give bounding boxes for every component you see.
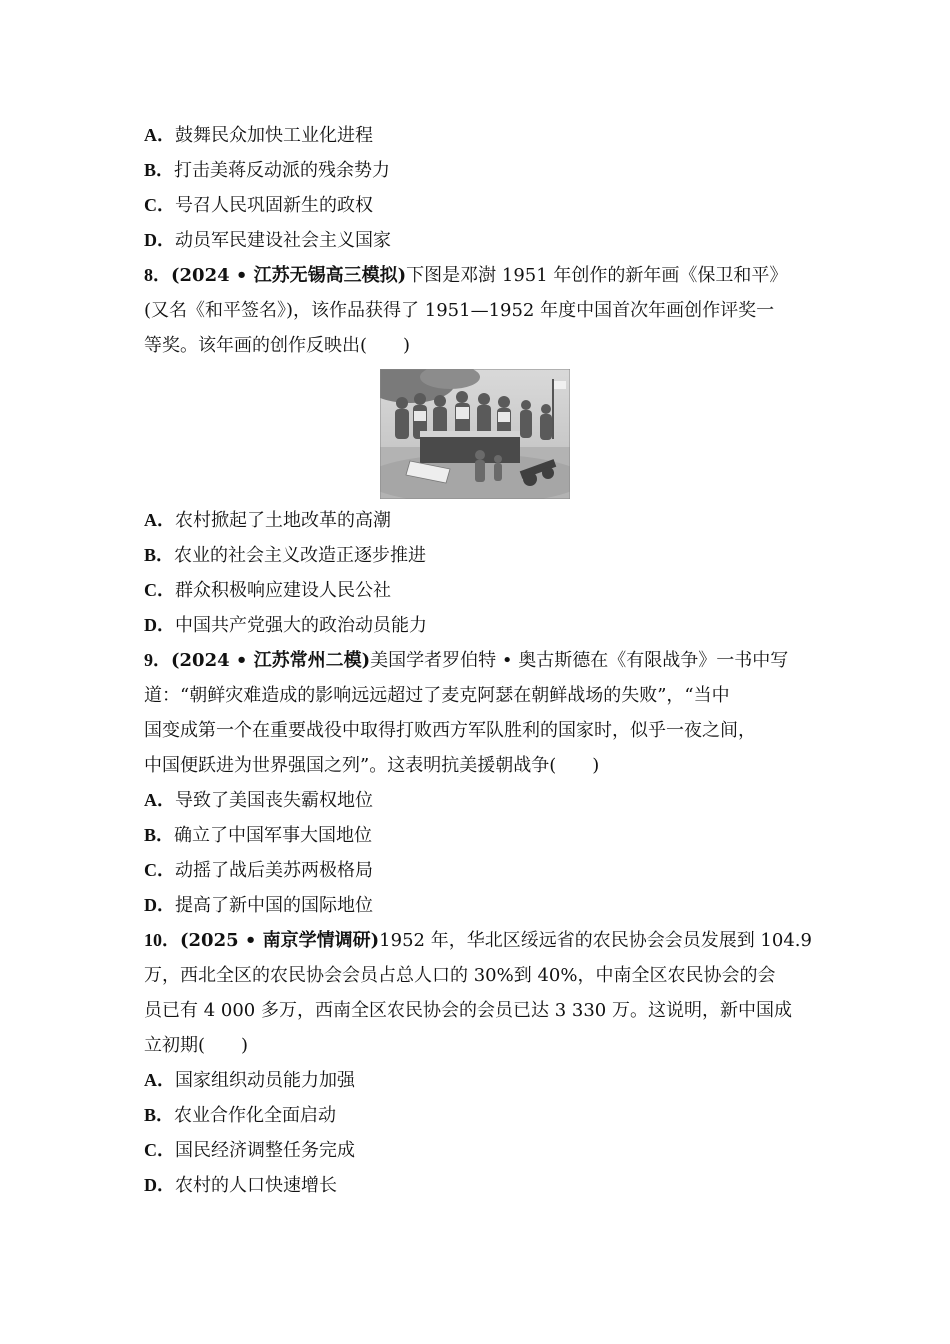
q9-stem-line-2: 道：“朝鲜灾难造成的影响远远超过了麦克阿瑟在朝鲜战场的失败”，“当中 [144, 685, 730, 706]
q7-option-a[interactable]: A．鼓舞民众加快工业化进程 [144, 125, 373, 146]
q9-option-b[interactable]: B．确立了中国军事大国地位 [144, 825, 373, 846]
q9-stem-line-1: 9．(2024 • 江苏常州二模)美国学者罗伯特 • 奥古斯德在《有限战争》一书中写 [144, 650, 789, 671]
exam-page [144, 118, 812, 1203]
q7-options [144, 118, 808, 258]
q8-option-c[interactable]: C．群众积极响应建设人民公社 [144, 580, 391, 601]
q9-option-c[interactable]: C．动摇了战后美苏两极格局 [144, 860, 373, 881]
q9-option-d[interactable]: D．提高了新中国的国际地位 [144, 895, 373, 916]
q10-stem-line-4: 立初期( ) [144, 1035, 249, 1056]
q7-option-d[interactable]: D．动员军民建设社会主义国家 [144, 230, 391, 251]
q10-stem-line-2: 万，西北全区的农民协会会员占总人口的 30%到 40%，中南全区农民协会的会 [144, 965, 776, 986]
question-10 [144, 923, 812, 1203]
q8-stem-line-2: (又名《和平签名》)，该作品获得了 1951—1952 年度中国首次年画创作评奖一 [144, 300, 775, 321]
question-9 [144, 643, 808, 923]
q10-stem-line-1: 10．(2025 • 南京学情调研)1952 年，华北区绥远省的农民协会会员发展到 104.9 [144, 930, 812, 951]
q8-stem-line-1: 8．(2024 • 江苏无锡高三模拟)下图是邓澍 1951 年创作的新年画《保卫和平》 [144, 265, 788, 286]
q8-figure-wrap [144, 363, 808, 503]
question-8 [144, 258, 808, 643]
q9-stem-line-4: 中国便跃进为世界强国之列”。这表明抗美援朝战争( ) [144, 755, 600, 776]
painting-illustration [380, 369, 570, 499]
q10-stem-line-3: 员已有 4 000 多万，西南全区农民协会的会员已达 3 330 万。这说明，新中国成 [144, 1000, 792, 1021]
q9-source: (2024 • 江苏常州二模) [171, 650, 371, 671]
q9-stem-line-3: 国变成第一个在重要战役中取得打败西方军队胜利的国家时，似乎一夜之间， [144, 720, 756, 741]
q10-source: (2025 • 南京学情调研) [180, 930, 380, 951]
q10-option-d[interactable]: D．农村的人口快速增长 [144, 1175, 337, 1196]
q8-painting-image [380, 369, 570, 499]
q8-source: (2024 • 江苏无锡高三模拟) [171, 265, 407, 286]
q10-option-a[interactable]: A．国家组织动员能力加强 [144, 1070, 355, 1091]
q7-option-b[interactable]: B．打击美蒋反动派的残余势力 [144, 160, 391, 181]
q9-option-a[interactable]: A．导致了美国丧失霸权地位 [144, 790, 373, 811]
q7-option-c[interactable]: C．号召人民巩固新生的政权 [144, 195, 373, 216]
q8-stem-line-3: 等奖。该年画的创作反映出( ) [144, 335, 411, 356]
q8-option-d[interactable]: D．中国共产党强大的政治动员能力 [144, 615, 427, 636]
q8-option-a[interactable]: A．农村掀起了土地改革的高潮 [144, 510, 391, 531]
q10-option-b[interactable]: B．农业合作化全面启动 [144, 1105, 337, 1126]
q10-option-c[interactable]: C．国民经济调整任务完成 [144, 1140, 355, 1161]
q8-option-b[interactable]: B．农业的社会主义改造正逐步推进 [144, 545, 427, 566]
